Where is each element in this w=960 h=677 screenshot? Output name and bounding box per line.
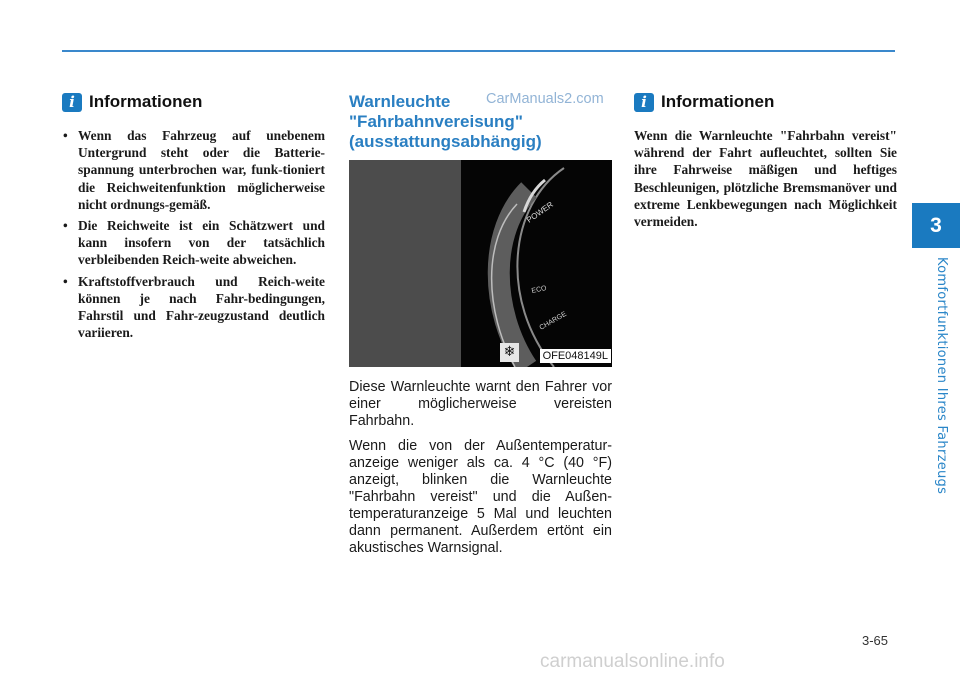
gauge-illustration bbox=[349, 160, 612, 367]
paragraph: Diese Warnleuchte warnt den Fahrer vor einer möglicherweise vereisten Fahrbahn. bbox=[349, 379, 612, 429]
info-bullet-list bbox=[62, 127, 325, 341]
cluster-figure bbox=[349, 160, 612, 367]
figure-code: OFE048149L bbox=[540, 349, 611, 363]
middle-column bbox=[349, 92, 612, 565]
info-icon: i bbox=[62, 93, 82, 112]
info-title: Informationen bbox=[661, 92, 775, 111]
info-heading bbox=[62, 92, 325, 112]
info-heading bbox=[634, 92, 897, 112]
info-icon: i bbox=[634, 93, 654, 112]
chapter-label: Komfortfunktionen Ihres Fahrzeugs bbox=[934, 257, 949, 495]
bullet-item: • Die Reichweite ist ein Schätzwert und kann insofern von der tatsächlich verbleibenden Reich-weite abweichen. bbox=[62, 217, 325, 269]
title-line: "Fahrbahnvereisung" bbox=[349, 112, 523, 131]
snowflake-icon: ❄ bbox=[500, 343, 519, 362]
paragraph: Wenn die von der Außentemperatur-anzeige weniger als ca. 4 °C (40 °F) anzeigt, blinken die Warnleuchte "Fahrbahn vereist" und die Außen-temperaturanzeige 5 Mal und leuchten dann permanent. Außerdem ertönt ein akustisches Warnsignal. bbox=[349, 438, 612, 556]
right-column bbox=[634, 92, 897, 230]
section-title bbox=[349, 92, 612, 152]
header-rule bbox=[62, 50, 895, 52]
chapter-tab: 3 bbox=[912, 203, 960, 248]
page-number: 3-65 bbox=[862, 633, 889, 648]
gauge-power-label: POWER bbox=[524, 199, 555, 225]
info-text: Wenn die Warnleuchte "Fahrbahn vereist" während der Fahrt aufleuchtet, sollten Sie ihre Fahrweise mäßigen und heftiges Beschleunigen, plötzliche Bremsmanöver und extreme Lenkbewegungen nach Möglichkeit vermeiden. bbox=[634, 128, 897, 230]
bullet-item: • Kraftstoffverbrauch und Reich-weite können je nach Fahr-bedingungen, Fahrstil und Fahr-zeugzustand deutlich variieren. bbox=[62, 273, 325, 342]
title-line: (ausstattungsabhängig) bbox=[349, 132, 542, 151]
info-title: Informationen bbox=[89, 92, 203, 111]
watermark-carmanualsonline: carmanualsonline.info bbox=[540, 651, 725, 672]
gauge-charge-label: CHARGE bbox=[538, 310, 568, 332]
bullet-item: • Wenn das Fahrzeug auf unebenem Untergrund steht oder die Batterie-spannung unterbrochen war, funk-tioniert die Reichweitenfunktion möglicherweise nicht ordnungs-gemäß. bbox=[62, 127, 325, 213]
title-line: Warnleuchte bbox=[349, 92, 451, 111]
gauge-eco-label: ECO bbox=[530, 284, 548, 295]
watermark-carmanuals2: CarManuals2.com bbox=[486, 91, 604, 107]
left-column bbox=[62, 92, 325, 345]
